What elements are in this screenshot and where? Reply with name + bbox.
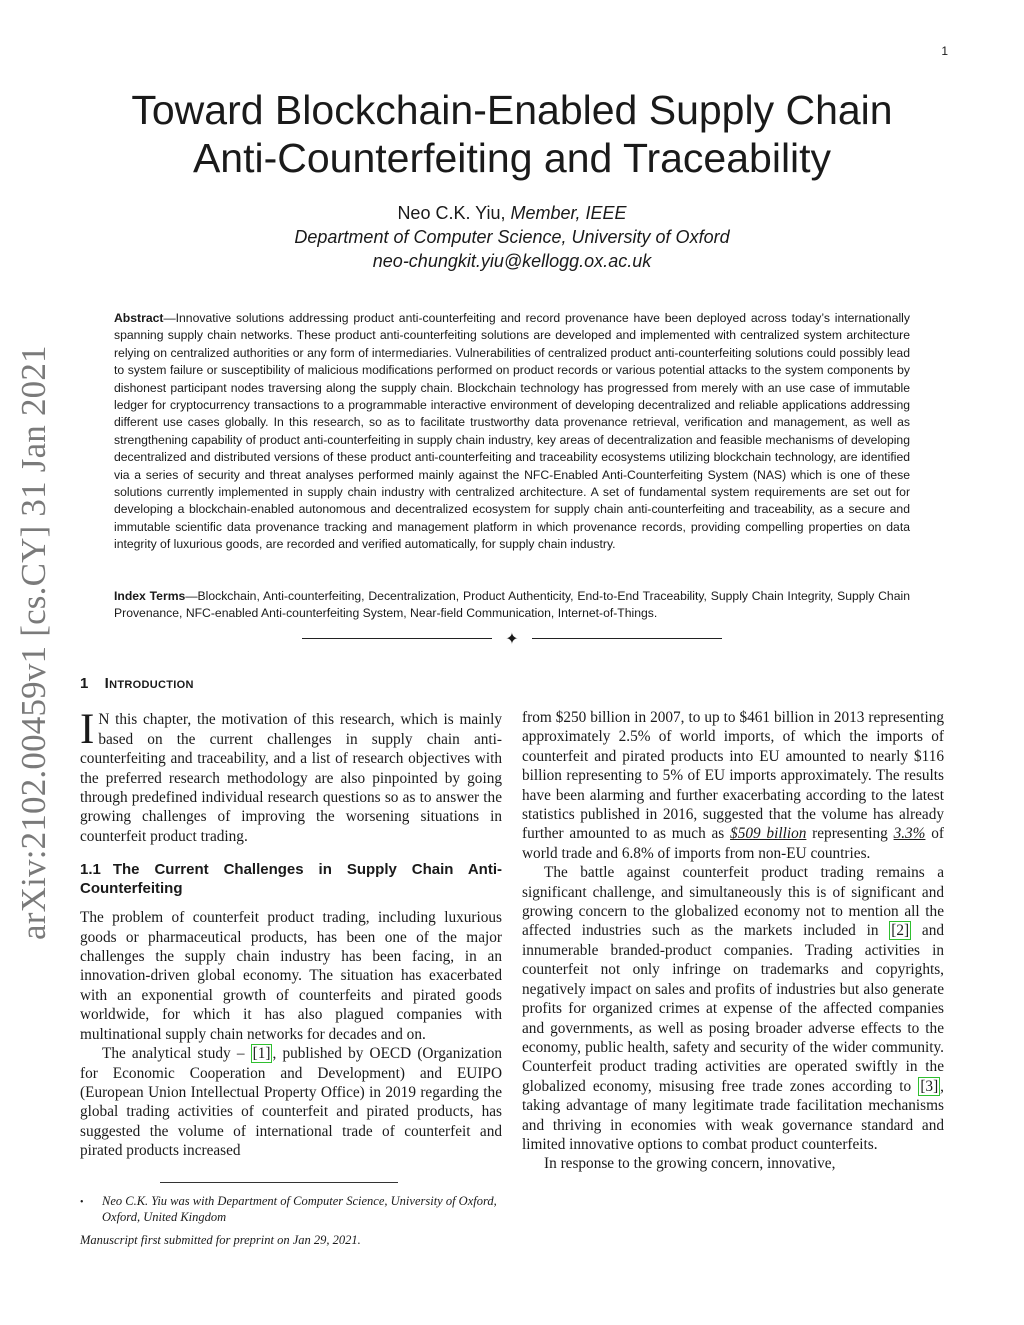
battle-text-c: , taking advantage of many legitimate trade facilitation mechanisms and thriving in economies with weak governance standard and limited innovative options to combat product counterfeits. [522, 1077, 944, 1153]
right-column [522, 708, 944, 1174]
paper-title-line-2: Anti-Counterfeiting and Traceability [192, 135, 832, 181]
author-affiliation: Department of Computer Science, University of Oxford [294, 227, 730, 247]
footnote-bullet: • [80, 1197, 84, 1208]
subsection-number: 1.1 [80, 861, 101, 879]
challenges-paragraph-1: The problem of counterfeit product trading, including luxurious goods or pharmaceutical products, has been one of the major challenges the supply chain industry has been facing, in an innovation-driven global economy. The situation has exacerbated with an exponential growth of counterfeits and pirated goods worldwide, for which it has also plagued companies with multinational supply chain networks for decades and on. [80, 909, 502, 1043]
paper-title-line-1: Toward Blockchain-Enabled Supply Chain [131, 87, 893, 133]
battle-paragraph [522, 863, 944, 1154]
subsection-title: The Current Challenges in Supply Chain Anti-Counterfeiting [80, 861, 502, 898]
statistics-text-b: representing [806, 825, 894, 843]
page-number: 1 [941, 44, 948, 58]
manuscript-note: Manuscript first submitted for preprint on Jan 29, 2021. [80, 1233, 361, 1247]
index-terms-text: —Blockchain, Anti-counterfeiting, Decentralization, Product Authenticity, End-to-End Traceability, Supply Chain Integrity, Supply Chain Provenance, NFC-enabled Anti-counterfeiting System, Near-field Communication, Internet-of-Things. [114, 589, 910, 621]
author-membership: Member, IEEE [510, 203, 627, 223]
statistics-text-a: from $250 billion in 2007, to up to $461 billion in 2013 representing approximately 2.5% of world imports, of which the imports of counterfeit and pirated products into EU amounted to nearly $116 billion representing to 5% of EU imports approximately. The results have been alarming and further exacerbating according to the latest statistics published in 2016, suggested that the volume has already further amounted to as much as [522, 709, 944, 843]
challenges-paragraph-2-text-a: The analytical study – [102, 1045, 251, 1063]
footnote-text: Neo C.K. Yiu was with Department of Computer Science, University of Oxford, Oxford, United Kingdom [102, 1194, 497, 1224]
section-heading [80, 674, 502, 693]
battle-text-b: and innumerable branded-product companies. Trading activities in counterfeit not only infringe on trademarks and copyrights, negatively impact on sales and profits of industries but also generate profits for organized crimes at expense of the affected companies and governments, as well as posing broader adverse effects to the economy, public health, safety and security of the wider community. Counterfeit product trading activities are operated swiftly in the globalized economy, misusing free trade zones according to [522, 922, 944, 1095]
author-line [80, 201, 944, 225]
intro-paragraph [80, 706, 502, 846]
battle-text-a: The battle against counterfeit product trading remains a significant challenge, and simultaneously this is of significant and growing concern to the globalized economy not to mention all the affected industries such as the markets included in [522, 864, 944, 940]
abstract [114, 310, 910, 554]
index-terms-label: Index Terms [114, 589, 186, 603]
response-paragraph: In response to the growing concern, innovative, [544, 1155, 836, 1173]
author-email: neo-chungkit.yiu@kellogg.ox.ac.uk [372, 251, 652, 271]
section-divider [302, 631, 722, 647]
intro-paragraph-text: N this chapter, the motivation of this research, which is mainly based on the current challenges in supply chain anti-counterfeiting and traceability, and a list of research objectives with the preferred research methodology are also pinpointed by going through predefined individual research questions so as to answer the growing challenges of improving the worsening situations in counterfeit product trading. [80, 711, 502, 845]
footnote [80, 1193, 502, 1225]
citation-link-1[interactable]: [1] [252, 1045, 271, 1063]
divider-star-icon: ✦ [505, 629, 519, 648]
left-column [80, 674, 502, 1161]
abstract-label: Abstract [114, 311, 164, 325]
highlight-509-billion: $509 billion [730, 825, 807, 843]
divider-line-left [302, 638, 492, 639]
citation-link-2[interactable]: [2] [891, 922, 910, 940]
section-title: Introduction [104, 675, 194, 692]
statistics-text-c: of world trade and 6.8% of imports from non-EU countries. [522, 825, 944, 862]
abstract-text: —Innovative solutions addressing product anti-counterfeiting and record provenance have been deployed across today’s internationally spanning supply chain networks. These product anti-counterfeiting solutions are developed and implemented with centralized system architecture relying on centralized authorities or any form of intermediaries. Vulnerabilities of centralized product anti-counterfeiting solutions could possibly lead to system failure or susceptibility of malicious modifications performed on product records or various potential attacks to the system components by dishonest participant nodes traversing along the supply chain. Blockchain technology has progressed from merely with an use case of immutable ledger for cryptocurrency transactions to a programmable interactive environment of developing decentralized and reliable applications addressing different use cases globally. In this research, so as to facilitate trustworthy data provenance retrieval, verification and management, as well as strengthening capability of product anti-counterfeiting in supply chain industry, key areas of decentralization and feasible mechanisms of developing decentralized and distributed versions of these product anti-counterfeiting and traceability ecosystems utilizing blockchain technology, are identified via a series of security and threat analyses performed mainly against the NFC-Enabled Anti-Counterfeiting System (NAS) which is one of these solutions currently implemented in supply chain industry with centralized architecture. A set of fundamental system requirements are set out for developing a blockchain-enabled autonomous and decentralized ecosystem for supply chain anti-counterfeiting and traceability, as a secure and immutable scientific data provenance tracking and management platform in which provenance records, providing compelling properties on data integrity of luxurious goods, are recorded and verified automatically, for supply chain industry. [114, 311, 910, 552]
subsection-heading [80, 860, 502, 898]
divider-line-right [532, 638, 722, 639]
section-number: 1 [80, 675, 89, 692]
drop-cap: I [80, 706, 95, 754]
author-block [80, 201, 944, 273]
challenges-paragraph-2 [80, 1044, 502, 1160]
challenges-paragraph-2-text-b: , published by OECD (Organization for Economic Cooperation and Development) and EUIPO (European Union Intellectual Property Office) in 2019 regarding the global trading activities of counterfeit and pirated products, has suggested the volume of international trade of counterfeit and pirated products increased [80, 1045, 502, 1160]
arxiv-identifier-stamp: arXiv:2102.00459v1 [cs.CY] 31 Jan 2021 [14, 345, 53, 940]
highlight-3-3-percent: 3.3% [893, 825, 926, 843]
statistics-paragraph [522, 708, 944, 863]
footnote-rule [160, 1182, 398, 1183]
author-name: Neo C.K. Yiu, [397, 203, 506, 223]
citation-link-3[interactable]: [3] [920, 1077, 939, 1095]
index-terms [114, 588, 910, 623]
paper-title [80, 86, 944, 182]
